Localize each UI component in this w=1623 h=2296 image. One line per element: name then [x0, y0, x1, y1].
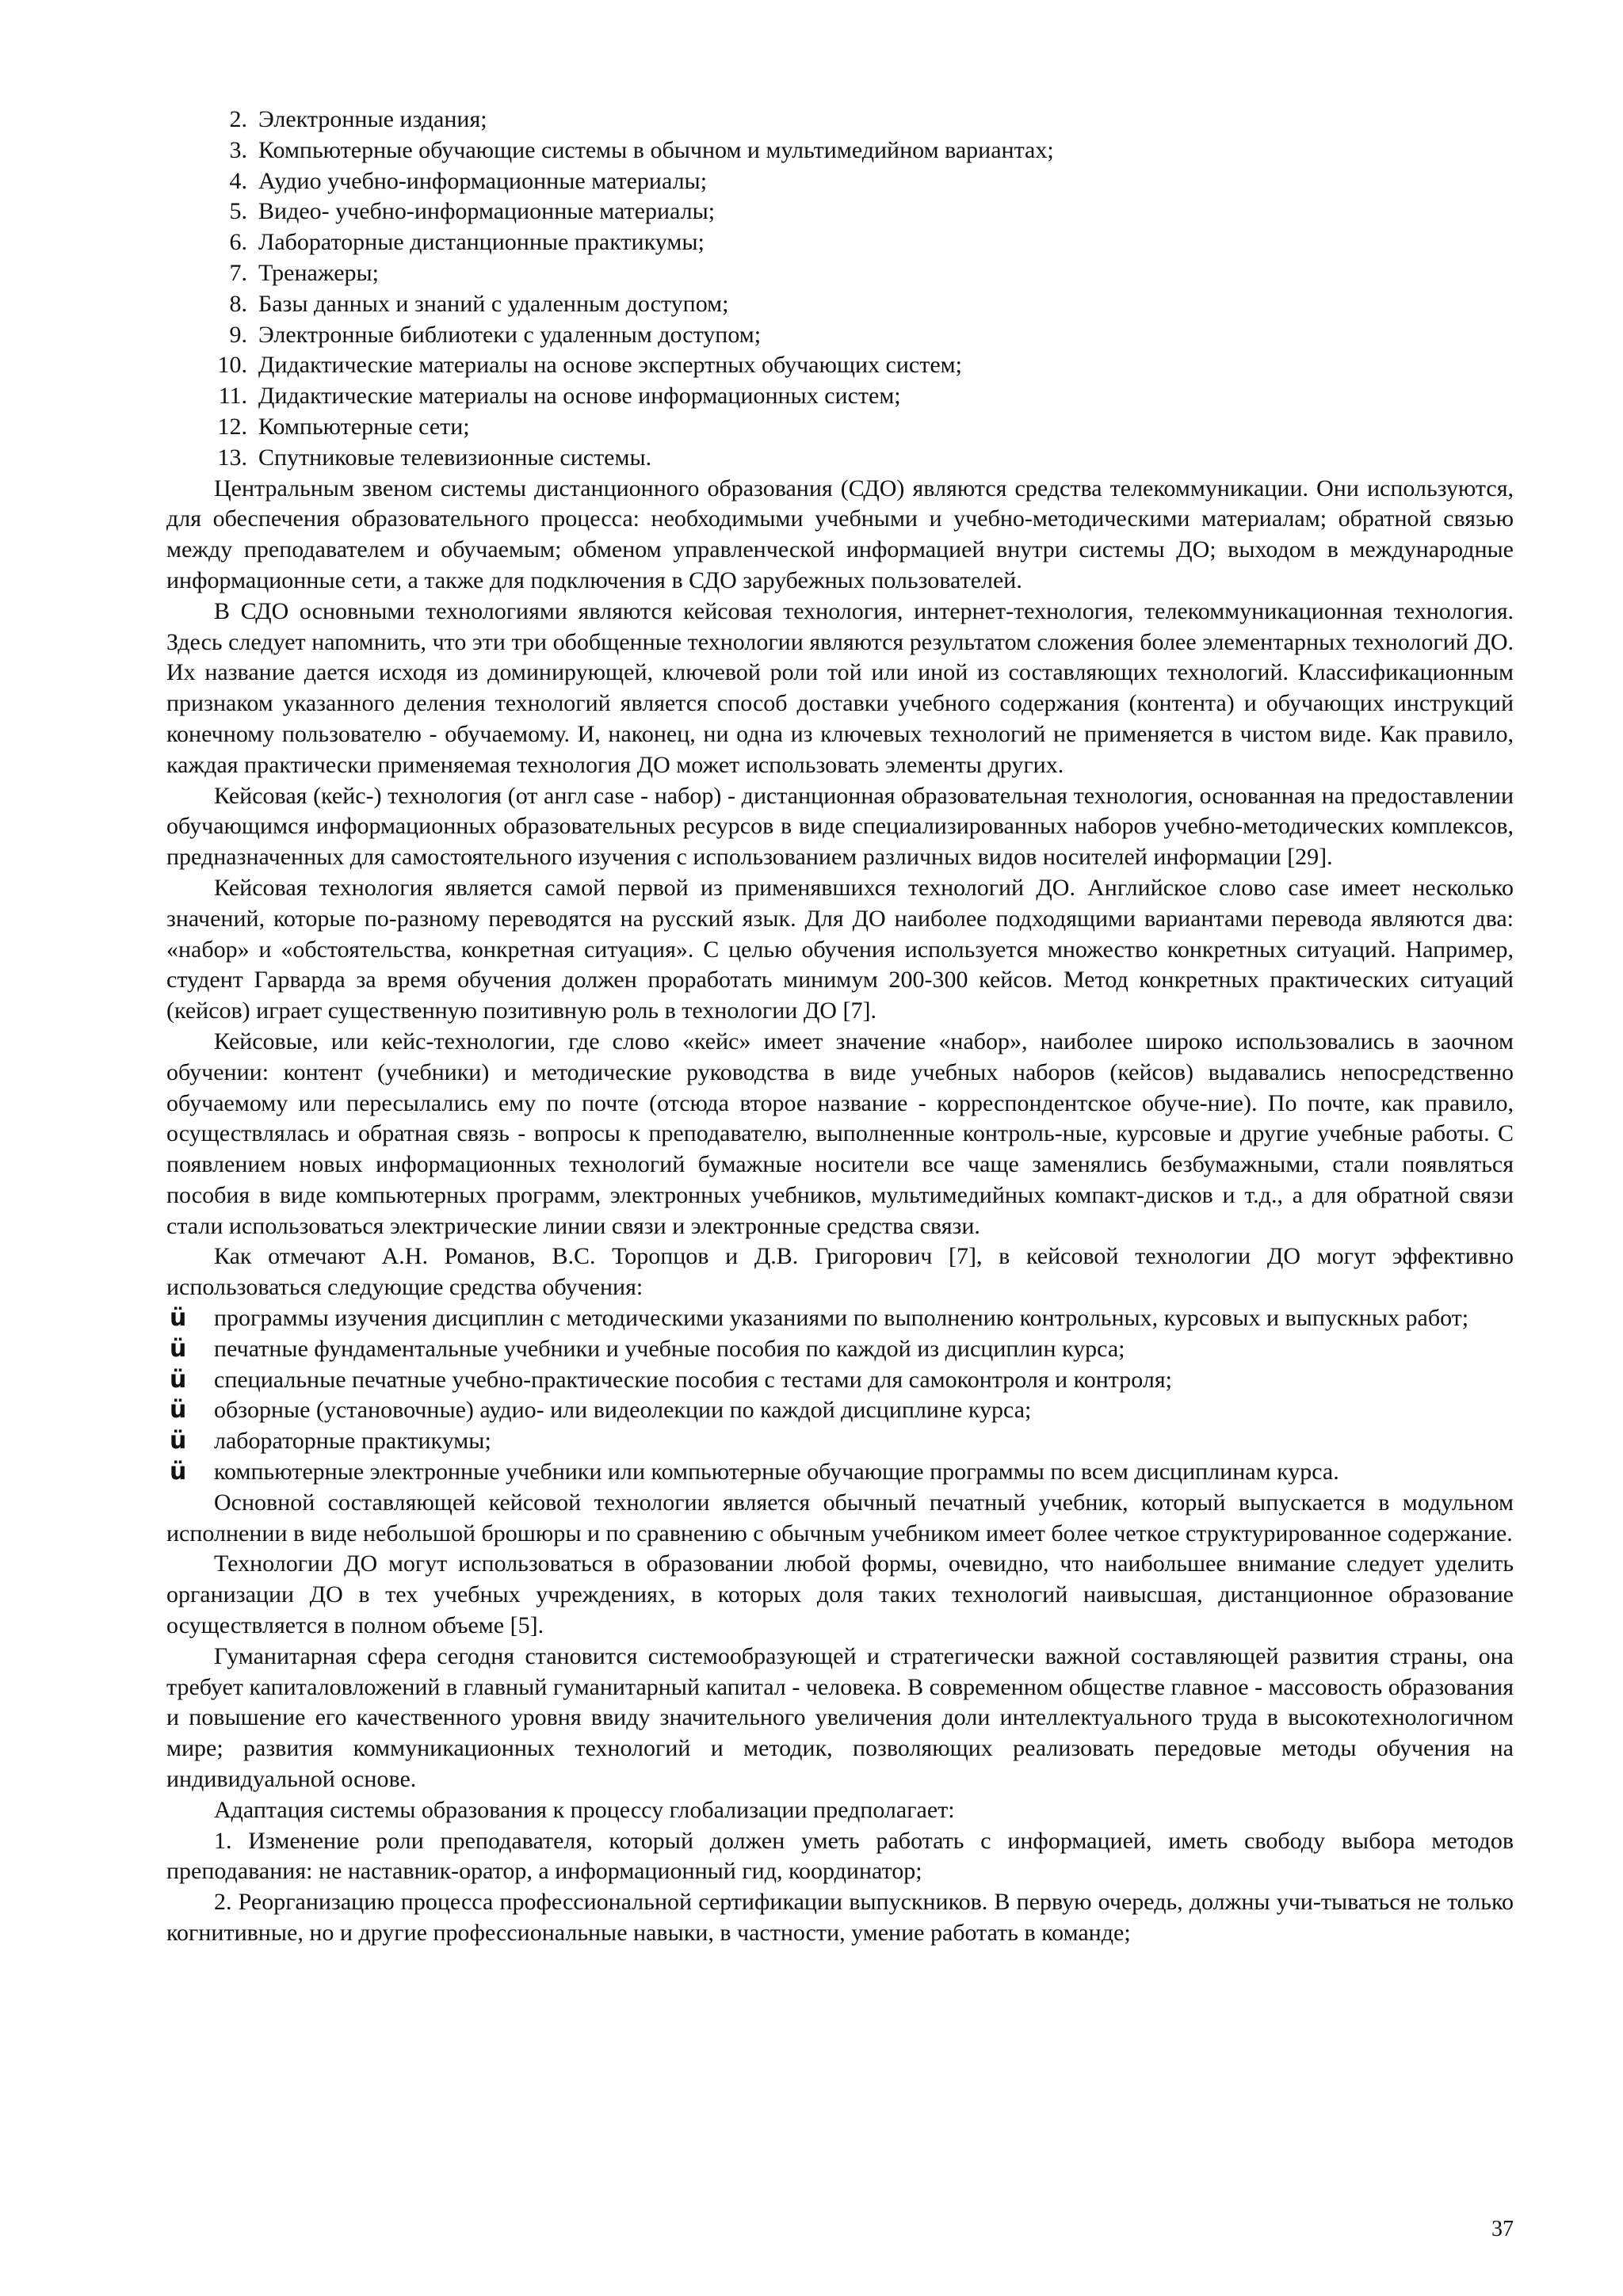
list-item-number: 4.: [229, 167, 247, 194]
paragraph: 1. Изменение роли преподавателя, который должен уметь работать с информацией, иметь свободу выбора методов преподавания: не наставник-оратор, а информационный гид, координатор;: [166, 1827, 1514, 1885]
paragraph: Основной составляющей кейсовой технологии является обычный печатный учебник, который выпускается в модульном исполнении в виде небольшой брошюры и по сравнению с обычным учебником имеет более четкое структурированное содержание.: [166, 1489, 1514, 1547]
list-item: [166, 105, 1514, 135]
paragraph: Как отмечают А.Н. Романов, В.С. Торопцов и Д.В. Григорович [7], в кейсовой технологии ДО могут эффективно использоваться следующие средства обучения:: [166, 1243, 1514, 1301]
list-item-text: Базы данных и знаний с удаленным доступом;: [258, 290, 729, 317]
list-item: [166, 166, 1514, 197]
list-item-text: Тренажеры;: [258, 259, 380, 286]
list-item: [166, 135, 1514, 166]
list-item-text: Лабораторные дистанционные практикумы;: [258, 229, 705, 256]
numbered-list: [166, 105, 1514, 474]
list-item: [166, 381, 1514, 412]
paragraph: Адаптация системы образования к процессу глобализации предполагает:: [214, 1796, 955, 1823]
bullet-item: [166, 1426, 1514, 1457]
list-item-number: 7.: [229, 259, 247, 286]
list-item-text: Дидактические материалы на основе информационных систем;: [258, 383, 901, 410]
bullet-text: лабораторные практикумы;: [214, 1428, 491, 1455]
list-item: [166, 258, 1514, 289]
paragraph: Кейсовая технология является самой первой из применявшихся технологий ДО. Английское слово case имеет несколько значений, которые по-разному переводятся на русский язык. Для ДО наиболее подходящими вариантами перевода являются два: «набор» и «обстоятельства, конкретная ситуация». С целью обучения используется множество конкретных ситуаций. Например, студент Гарварда за время обучения должен проработать минимум 200-300 кейсов. Метод конкретных практических ситуаций (кейсов) играет существенную позитивную роль в технологии ДО [7].: [166, 874, 1514, 1024]
paragraph: Центральным звеном системы дистанционного образования (СДО) являются средства телекоммуникации. Они используются, для обеспечения образовательного процесса: необходимыми учебными и учебно-методическими материалам; обратной связью между преподавателем и обучаемым; обменом управленческой информацией внутри системы ДО; выходом в международные информационные сети, а также для подключения в СДО зарубежных пользователей.: [166, 475, 1514, 593]
checkmark-bullet-icon: ü: [170, 1396, 187, 1425]
list-item: [166, 412, 1514, 443]
paragraph: Кейсовая (кейс-) технология (от англ case - набор) - дистанционная образовательная технология, основанная на предоставлении обучающимся информационных образовательных ресурсов в виде специализированных наборов учебно-методических комплексов, предназначенных для самостоятельного изучения с использованием различных видов носителей информации [29].: [166, 782, 1514, 871]
document-page: [166, 105, 1514, 1949]
list-item-text: Видео- учебно-информационные материалы;: [258, 198, 716, 225]
list-item-text: Электронные библиотеки с удаленным доступом;: [258, 321, 762, 348]
list-item-number: 3.: [229, 136, 247, 163]
paragraph: Кейсовые, или кейс-технологии, где слово «кейс» имеет значение «набор», наиболее широко использовались в заочном обучении: контент (учебники) и методические руководства в виде учебных наборов (кейсов) выдавались непосредственно обучаемому или пересылались ему по почте (отсюда второе название - корреспондентское обуче-ние). По почте, как правило, осуществлялась и обратная связь - вопросы к преподавателю, выполненные контроль-ные, курсовые и другие учебные работы. С появлением новых информационных технологий бумажные носители все чаще заменялись безбумажными, стали появляться пособия в виде компьютерных программ, электронных учебников, мультимедийных компакт-дисков и т.д., а для обратной связи стали использоваться электрические линии связи и электронные средства связи.: [166, 1028, 1514, 1239]
bullet-item: [166, 1395, 1514, 1426]
list-item-text: Компьютерные сети;: [258, 413, 470, 440]
bullet-text: специальные печатные учебно-практические пособия с тестами для самоконтроля и контроля;: [214, 1366, 1172, 1393]
bullet-text: печатные фундаментальные учебники и учебные пособия по каждой из дисциплин курса;: [214, 1335, 1125, 1362]
list-item-text: Компьютерные обучающие системы в обычном и мультимедийном вариантах;: [258, 136, 1054, 163]
checkmark-bullet-icon: ü: [170, 1458, 187, 1486]
list-item-number: 11.: [218, 383, 247, 410]
bullet-item: [166, 1303, 1514, 1334]
list-item: [166, 320, 1514, 351]
checkmark-bullet-icon: ü: [170, 1427, 187, 1455]
paragraph: Технологии ДО могут использоваться в образовании любой формы, очевидно, что наибольшее внимание следует уделить организации ДО в тех учебных учреждениях, в которых доля таких технологий наивысшая, дистанционное образование осуществляется в полном объеме [5].: [166, 1550, 1514, 1639]
page-number: 37: [1491, 2217, 1514, 2241]
paragraph: В СДО основными технологиями являются кейсовая технология, интернет-технология, телекоммуникационная технология. Здесь следует напомнить, что эти три обобщенные технологии являются результатом сложения более элементарных технологий ДО. Их название дается исходя из доминирующей, ключевой роли той или иной из составляющих технологий. Классификационным признаком указанного деления технологий является способ доставки учебного содержания (контента) и обучающих инструкций конечному пользователю - обучаемому. И, наконец, ни одна из ключевых технологий не применяется в чистом виде. Как правило, каждая практически применяемая технология ДО может использовать элементы других.: [166, 597, 1514, 778]
list-item-number: 12.: [217, 413, 247, 440]
bullet-text: компьютерные электронные учебники или компьютерные обучающие программы по всем дисциплинам курса.: [214, 1459, 1339, 1486]
list-item-number: 10.: [217, 352, 247, 379]
checkmark-bullet-icon: ü: [170, 1304, 187, 1333]
paragraph: 2. Реорганизацию процесса профессиональной сертификации выпускников. В первую очередь, должны учи-тываться не только когнитивные, но и другие профессиональные навыки, в частности, умение работать в команде;: [166, 1889, 1514, 1947]
list-item: [166, 289, 1514, 320]
list-item-number: 2.: [229, 106, 247, 132]
list-item-text: Спутниковые телевизионные системы.: [258, 444, 652, 471]
bullet-text: обзорные (установочные) аудио- или видеолекции по каждой дисциплине курса;: [214, 1397, 1032, 1424]
bullet-item: [166, 1365, 1514, 1396]
bullet-list: [166, 1303, 1514, 1488]
list-item: [166, 443, 1514, 474]
bullet-item: [166, 1457, 1514, 1488]
checkmark-bullet-icon: ü: [170, 1365, 187, 1394]
bullet-text: программы изучения дисциплин с методическими указаниями по выполнению контрольных, курсовых и выпускных работ;: [214, 1305, 1469, 1332]
list-item-number: 6.: [229, 229, 247, 256]
list-item-number: 8.: [229, 290, 247, 317]
paragraph: Гуманитарная сфера сегодня становится системообразующей и стратегически важной составляющей развития страны, она требует капиталовложений в главный гуманитарный капитал - человека. В современном обществе главное - массовость образования и повышение его качественного уровня ввиду значительного увеличения доли интеллектуального труда в высокотехнологичном мире; развития коммуникационных технологий и методик, позволяющих реализовать передовые методы обучения на индивидуальной основе.: [166, 1642, 1514, 1793]
list-item: [166, 350, 1514, 381]
list-item-text: Аудио учебно-информационные материалы;: [258, 167, 708, 194]
bullet-item: [166, 1334, 1514, 1365]
list-item-number: 5.: [229, 198, 247, 225]
list-item: [166, 227, 1514, 258]
list-item-text: Дидактические материалы на основе экспертных обучающих систем;: [258, 352, 962, 379]
list-item: [166, 196, 1514, 227]
checkmark-bullet-icon: ü: [170, 1334, 187, 1363]
list-item-number: 9.: [229, 321, 247, 348]
list-item-text: Электронные издания;: [258, 106, 487, 132]
list-item-number: 13.: [217, 444, 247, 471]
